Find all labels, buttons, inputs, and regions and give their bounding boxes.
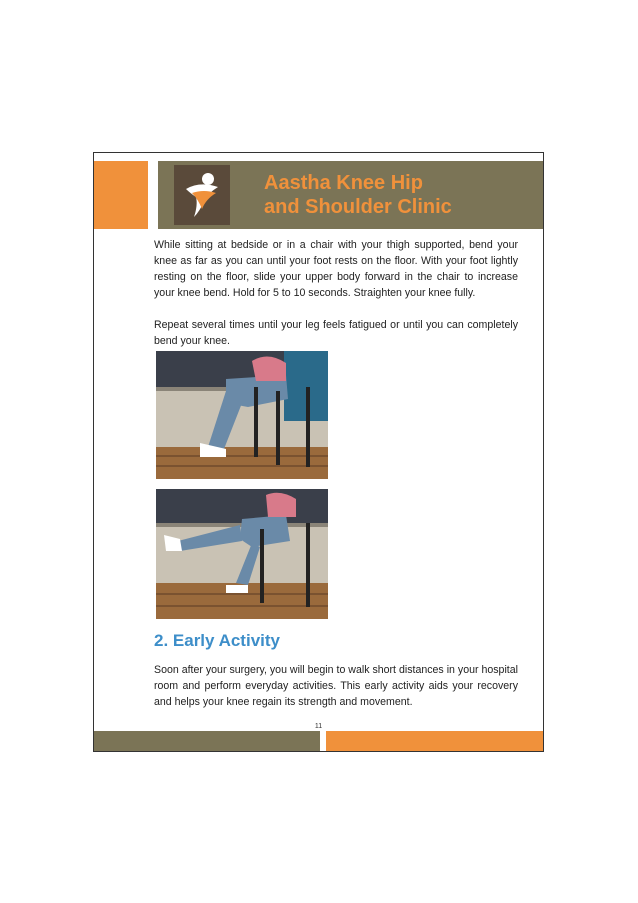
- header-orange-block: [94, 161, 148, 229]
- paragraph-early-activity: Soon after your surgery, you will begin to walk short distances in your hospital room and perform everyday activities. This early activity aids your recovery and helps your knee regain its strength and movement.: [154, 664, 518, 708]
- exercise-photo-bent-knee: [156, 351, 328, 479]
- section-heading-early-activity: 2. Early Activity: [154, 631, 280, 650]
- footer-band: [94, 731, 543, 751]
- clinic-title-line1: Aastha Knee Hip: [264, 172, 423, 194]
- page-frame: [93, 152, 544, 752]
- header-divider: [148, 161, 158, 229]
- paragraph-knee-bend: While sitting at bedside or in a chair with your thigh supported, bend your knee as far as you can until your foot rests on the floor. With your foot lightly resting on the floor, slide your upper body forward in the chair to increase your knee bend. Hold for 5 to 10 seconds. Straighten your knee fully.: [154, 239, 518, 299]
- clinic-title: [264, 171, 524, 219]
- person-figure-logo-icon: [174, 165, 230, 225]
- page-number: 11: [314, 723, 323, 730]
- header-band: [94, 161, 543, 229]
- footer-orange-block: [326, 731, 543, 751]
- footer-olive-block: [94, 731, 320, 751]
- paragraph-repeat: Repeat several times until your leg feels fatigued or until you can completely bend your knee.: [154, 319, 518, 347]
- clinic-title-line2: and Shoulder Clinic: [264, 196, 452, 218]
- exercise-photo-straight-knee: [156, 489, 328, 619]
